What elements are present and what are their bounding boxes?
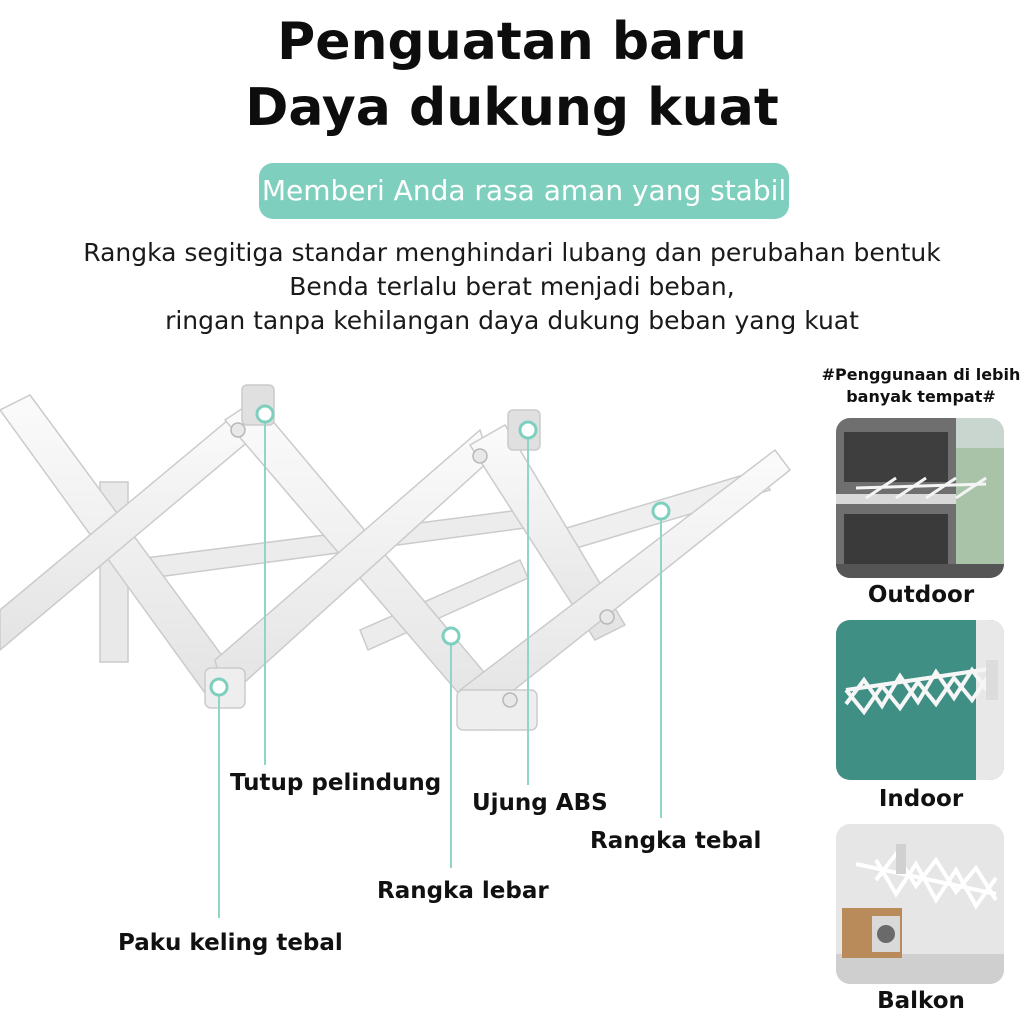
callout-thick-rivet: Paku keling tebal <box>118 930 343 956</box>
callout-protective-cap: Tutup pelindung <box>230 770 442 796</box>
callout-thick-frame: Rangka tebal <box>590 828 762 854</box>
callout-abs-tip: Ujung ABS <box>472 790 608 816</box>
balcony-photo <box>836 824 1004 984</box>
outdoor-photo <box>836 418 1004 578</box>
outdoor-label: Outdoor <box>867 582 975 608</box>
description-line-2: Benda terlalu berat menjadi beban, <box>289 272 735 301</box>
indoor-label: Indoor <box>878 786 964 812</box>
usage-heading-line-2: banyak tempat# <box>846 387 996 406</box>
callout-wide-frame: Rangka lebar <box>377 878 549 904</box>
description-line-1: Rangka segitiga standar menghindari lubang dan perubahan bentuk <box>83 238 941 267</box>
usage-heading-line-1: #Penggunaan di lebih <box>821 365 1021 384</box>
description-line-3: ringan tanpa kehilangan daya dukung beban yang kuat <box>165 306 859 335</box>
headline-line-1: Penguatan baru <box>277 12 747 72</box>
rack-frame <box>0 385 790 730</box>
usage-heading <box>820 364 1022 408</box>
headline-line-2: Daya dukung kuat <box>245 78 779 138</box>
tagline-badge: Memberi Anda rasa aman yang stabil <box>259 163 789 219</box>
balcony-label: Balkon <box>877 988 965 1014</box>
indoor-photo <box>836 620 1004 780</box>
